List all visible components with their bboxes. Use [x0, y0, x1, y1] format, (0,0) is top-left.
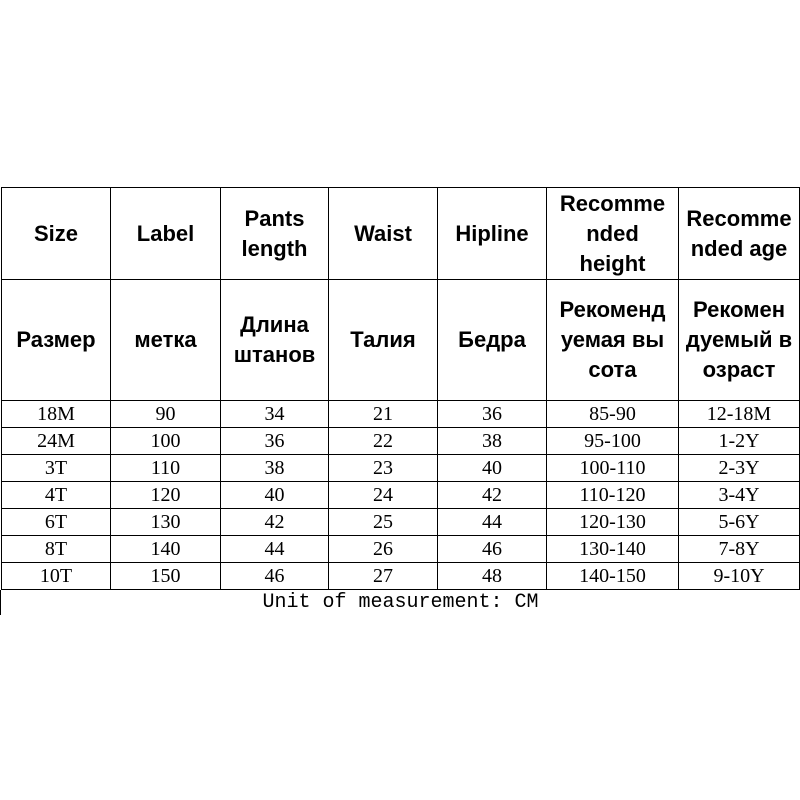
header-recommended-age-line: Recomme — [686, 205, 792, 231]
cell-recommended-age: 7-8Y — [679, 536, 800, 563]
header-ru-pants-length-line: штанов — [233, 342, 316, 367]
cell-size: 4T — [2, 482, 111, 509]
header-ru-pants-length — [221, 280, 329, 401]
cell-hipline: 42 — [438, 482, 547, 509]
header-ru-pants-length-line: Длина — [240, 312, 309, 337]
header-ru-recommended-height-line: уемая вы — [560, 327, 665, 352]
cell-waist: 21 — [329, 401, 438, 428]
cell-pants-length: 42 — [221, 509, 329, 536]
cell-recommended-height: 85-90 — [547, 401, 679, 428]
cell-waist: 24 — [329, 482, 438, 509]
table-row — [2, 563, 800, 590]
cell-pants-length: 34 — [221, 401, 329, 428]
header-row-russian — [2, 280, 800, 401]
cell-size: 6T — [2, 509, 111, 536]
cell-label: 120 — [111, 482, 221, 509]
header-pants-length — [221, 188, 329, 280]
header-ru-recommended-age-line: Рекомен — [692, 297, 786, 322]
header-pants-length-line: length — [241, 235, 308, 261]
cell-size: 3T — [2, 455, 111, 482]
cell-size: 24M — [2, 428, 111, 455]
header-ru-recommended-height-line: Рекоменд — [559, 297, 666, 322]
cell-hipline: 46 — [438, 536, 547, 563]
cell-recommended-age: 2-3Y — [679, 455, 800, 482]
cell-recommended-height: 100-110 — [547, 455, 679, 482]
header-label — [111, 188, 221, 280]
cell-recommended-age: 5-6Y — [679, 509, 800, 536]
cell-waist: 27 — [329, 563, 438, 590]
table-row — [2, 401, 800, 428]
table-row — [2, 428, 800, 455]
cell-label: 100 — [111, 428, 221, 455]
cell-recommended-age: 12-18M — [679, 401, 800, 428]
cell-pants-length: 46 — [221, 563, 329, 590]
cell-size: 8T — [2, 536, 111, 563]
table-row — [2, 509, 800, 536]
cell-recommended-height: 110-120 — [547, 482, 679, 509]
header-ru-label — [111, 280, 221, 401]
table-row — [2, 482, 800, 509]
header-waist — [329, 188, 438, 280]
header-ru-label-line: метка — [134, 327, 197, 352]
header-recommended-height — [547, 188, 679, 280]
cell-label: 150 — [111, 563, 221, 590]
cell-waist: 26 — [329, 536, 438, 563]
table-row — [2, 536, 800, 563]
cell-recommended-height: 130-140 — [547, 536, 679, 563]
header-recommended-height-line: height — [579, 250, 646, 276]
cell-recommended-height: 95-100 — [547, 428, 679, 455]
header-size — [2, 188, 111, 280]
cell-hipline: 40 — [438, 455, 547, 482]
header-ru-size-line: Размер — [16, 327, 96, 352]
header-ru-recommended-height — [547, 280, 679, 401]
cell-hipline: 38 — [438, 428, 547, 455]
cell-recommended-age: 9-10Y — [679, 563, 800, 590]
header-ru-recommended-age-line: озраст — [702, 357, 776, 382]
header-ru-hipline — [438, 280, 547, 401]
header-ru-recommended-age-line: дуемый в — [685, 327, 793, 352]
header-label-line: Label — [136, 220, 195, 246]
cell-pants-length: 38 — [221, 455, 329, 482]
cell-pants-length: 36 — [221, 428, 329, 455]
cell-pants-length: 44 — [221, 536, 329, 563]
header-recommended-height-line: nded — [586, 220, 639, 246]
table-row — [2, 455, 800, 482]
header-pants-length-line: Pants — [244, 205, 305, 231]
header-row-english — [2, 188, 800, 280]
cell-recommended-age: 1-2Y — [679, 428, 800, 455]
header-ru-recommended-height-line: сота — [588, 357, 637, 382]
cell-recommended-age: 3-4Y — [679, 482, 800, 509]
header-size-line: Size — [33, 220, 79, 246]
cell-recommended-height: 120-130 — [547, 509, 679, 536]
header-recommended-age — [679, 188, 800, 280]
header-recommended-height-line: Recomme — [559, 190, 666, 216]
cell-size: 10T — [2, 563, 111, 590]
header-ru-size — [2, 280, 111, 401]
header-recommended-age-line: nded age — [690, 235, 788, 261]
header-hipline — [438, 188, 547, 280]
header-ru-recommended-age — [679, 280, 800, 401]
cell-waist: 22 — [329, 428, 438, 455]
size-chart-table — [1, 187, 800, 590]
cell-hipline: 36 — [438, 401, 547, 428]
cell-label: 110 — [111, 455, 221, 482]
header-ru-waist-line: Талия — [350, 327, 416, 352]
cell-hipline: 48 — [438, 563, 547, 590]
cell-waist: 23 — [329, 455, 438, 482]
header-waist-line: Waist — [354, 220, 412, 246]
cell-hipline: 44 — [438, 509, 547, 536]
cell-label: 140 — [111, 536, 221, 563]
header-ru-waist — [329, 280, 438, 401]
cell-pants-length: 40 — [221, 482, 329, 509]
measurement-unit-note: Unit of measurement: CM — [0, 590, 800, 615]
cell-label: 130 — [111, 509, 221, 536]
cell-recommended-height: 140-150 — [547, 563, 679, 590]
cell-label: 90 — [111, 401, 221, 428]
header-hipline-line: Hipline — [455, 220, 529, 246]
cell-waist: 25 — [329, 509, 438, 536]
cell-size: 18M — [2, 401, 111, 428]
header-ru-hipline-line: Бедра — [458, 327, 526, 352]
